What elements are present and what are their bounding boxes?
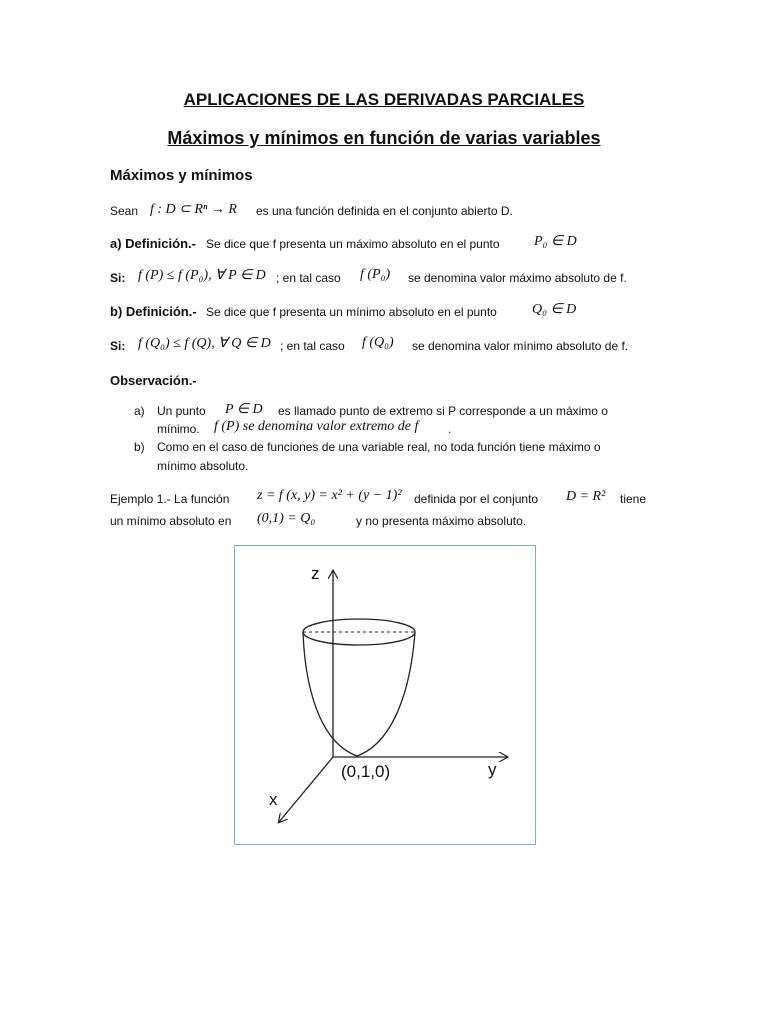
- si-a-label: Si:: [110, 271, 126, 285]
- paraboloid-rim-front: [303, 632, 415, 645]
- si-b-mid: ; en tal caso: [280, 339, 345, 353]
- def-a-text: Se dice que f presenta un máximo absoluto en el punto: [206, 237, 500, 251]
- obs-b-line2: mínimo absoluto.: [157, 459, 249, 473]
- intro-suffix: es una función definida en el conjunto abierto D.: [256, 204, 513, 218]
- si-b-formula: f (Q₀) ≤ f (Q), ∀ Q ∈ D: [138, 336, 271, 351]
- ejemplo-formula2: D = R²: [566, 489, 606, 504]
- paraboloid-diagram: [235, 546, 535, 844]
- def-b-label: b) Definición.-: [110, 304, 197, 319]
- def-b-text: Se dice que f presenta un mínimo absoluto en el punto: [206, 305, 497, 319]
- def-a-label: a) Definición.-: [110, 236, 196, 251]
- obs-a-formula2: f (P) se denomina valor extremo de f: [214, 419, 419, 434]
- intro-formula: f : D ⊂ Rⁿ → R: [150, 202, 237, 217]
- def-b-formula: Q₀ ∈ D: [532, 302, 577, 317]
- si-a-formula2: f (P₀): [360, 267, 391, 282]
- si-b-suffix: se denomina valor mínimo absoluto de f.: [412, 339, 629, 353]
- si-a-mid: ; en tal caso: [276, 271, 341, 285]
- z-axis-label: z: [311, 564, 320, 583]
- page-subtitle: Máximos y mínimos en función de varias variables: [167, 128, 601, 148]
- ejemplo-line2-prefix: un mínimo absoluto en: [110, 514, 232, 528]
- obs-a-formula: P ∈ D: [225, 402, 263, 417]
- si-a-formula: f (P) ≤ f (P₀), ∀ P ∈ D: [138, 268, 266, 283]
- ejemplo-formula: z = f (x, y) = x² + (y − 1)²: [257, 488, 402, 503]
- x-axis: [279, 757, 333, 822]
- ejemplo-mid: definida por el conjunto: [414, 492, 539, 506]
- intro-prefix: Sean: [110, 204, 139, 218]
- x-axis-label: x: [269, 790, 278, 809]
- origin-point-label: (0,1,0): [341, 762, 391, 781]
- ejemplo-prefix: Ejemplo 1.- La función: [110, 492, 230, 506]
- obs-a-end: .: [448, 422, 452, 436]
- section-heading: Máximos y mínimos: [110, 167, 253, 184]
- paraboloid-surface: [303, 632, 415, 756]
- paraboloid-rim-back: [303, 619, 415, 632]
- si-b-formula2: f (Q₀): [362, 335, 394, 350]
- def-a-formula: P₀ ∈ D: [534, 234, 577, 249]
- obs-a-prefix: Un punto: [157, 404, 206, 418]
- observacion-heading: Observación.-: [110, 373, 197, 388]
- y-axis-label: y: [488, 760, 497, 779]
- page-title: APLICACIONES DE LAS DERIVADAS PARCIALES: [183, 90, 585, 109]
- obs-a-marker: a): [134, 404, 145, 418]
- si-a-suffix: se denomina valor máximo absoluto de f.: [408, 271, 627, 285]
- obs-b-marker: b): [134, 440, 145, 454]
- ejemplo-line2-formula: (0,1) = Q₀: [257, 511, 316, 526]
- ejemplo-line2-suffix: y no presenta máximo absoluto.: [356, 514, 527, 528]
- obs-a-suffix: es llamado punto de extremo si P corresponde a un máximo o: [278, 404, 608, 418]
- paraboloid-figure: [234, 545, 536, 845]
- obs-b-line1: Como en el caso de funciones de una variable real, no toda función tiene máximo o: [157, 440, 601, 454]
- ejemplo-end: tiene: [620, 492, 647, 506]
- si-b-label: Si:: [110, 339, 126, 353]
- obs-a-line2: mínimo.: [157, 422, 200, 436]
